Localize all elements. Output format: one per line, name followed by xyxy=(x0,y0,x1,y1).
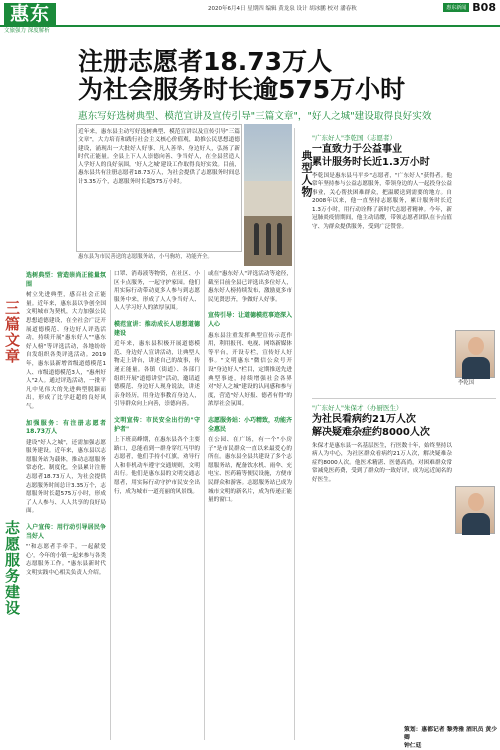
col3-body-2: 惠东县注重发挥典型宣传示范作用，利用报刊、电视、网络新媒体等平台，开设专栏，宣传好人好事。"文明惠东"微信公众号开设"身边好人"栏目，定期推送先进典型事迹，持续增强社会各界对"好人之城"建设的认同感和参与度，营造"好人好报、德者有得"的浓厚社会氛围。 xyxy=(208,332,292,408)
byline-line2: 钟仁廷 xyxy=(404,743,422,749)
byline-line1: 策划：惠都记者 黎秀雅 酒讯员 黄少卿 xyxy=(404,727,498,741)
col2-body: 口罩、消毒液等物资，在社区、小区卡点服务，一起守护家园。他们用实际行动带动更多人参与到志愿服务中来，形成了人人争当好人、人人学习好人的浓厚氛围。 xyxy=(114,271,200,312)
profile1-title-b: 累计服务时长近1.3万小时 xyxy=(312,156,430,168)
col3-heading: 宣传引导：让道德模范事迹深入人心 xyxy=(208,312,292,328)
profile2-body: 朱保才是惠东县一名基层医生，行医数十年，始终坚持以病人为中心，为社区群众看病约21万人次，解决疑难杂症约8000人次。他医术精湛、医德高尚，对困难群众常常减免医药费，受到了群众的一致好评，成为远近闻名的好医生。 xyxy=(312,442,452,483)
profile2-title-a: 为社民看病约21万人次 xyxy=(312,413,416,425)
col2-body-3: 上下班高峰期，在惠东县各个主要路口，总能看到一群身穿红马甲的志愿者，他们手持小红旗，劝导行人和非机动车遵守交通规则，文明出行。他们是惠东县的文明交通志愿者，用实际行动守护市民安全出行，成为城市一道亮丽的风景线。 xyxy=(114,437,200,495)
portrait-zhu xyxy=(455,486,495,534)
masthead xyxy=(4,3,66,33)
masthead-slogan: 文旅强力 深度解析 xyxy=(4,28,50,34)
profile1-title-a: 一直致力于公益事业 xyxy=(312,143,402,155)
col3-body: 或在"惠东好人"评选活动等途径，截至目前全县已评选出多位好人，惠东好人榜持续发布，激励更多市民见贤思齐，争做好人好事。 xyxy=(208,271,292,303)
byline xyxy=(404,726,500,750)
col3-body-3: 在公园、在广场，有一个"小房子"是市民群众一直以来最爱心的所在。惠东县全县共建设了多个志愿服务站，配备饮水机、雨伞、充电宝、医药箱等便民设施，方便市民群众和游客。志愿服务站已成为城市文明的新名片，成为传递正能量的窗口。 xyxy=(208,437,292,504)
column-2 xyxy=(114,270,200,740)
col1-body-2: 建设"好人之城"，还需加强志愿服务建设。近年来，惠东县以志愿服务站为载体，推动志愿服务常态化、制度化，全县累计注册志愿者18.73万人，为社会提供志愿服务时间总计3.35万个，志愿服务时长超575万小时，形成了人人参与、人人共享的良好局面。 xyxy=(26,439,106,515)
portrait-li-caption: 李乾国 xyxy=(458,380,475,386)
col1-body-3: "'和志愿者手牵手，一起献爱心'，今年的小镇一起来参与各类志愿服务工作。"惠东县新时代文明实践中心相关负责人介绍。 xyxy=(26,544,106,576)
col1-heading: 选树典型：营造崇尚正能量氛围 xyxy=(26,272,106,288)
header-rule xyxy=(0,25,500,27)
headline-line2: 为社会服务时长逾575万小时 xyxy=(78,75,406,104)
masthead-title: 惠东 xyxy=(4,3,56,25)
headline-line1: 注册志愿者18.73万人 xyxy=(78,47,333,76)
profile2-intro: "广东好人"朱保才（办厨医生） xyxy=(312,404,403,412)
station-photo xyxy=(244,124,292,266)
page-tag: 惠东新闻 xyxy=(443,3,469,12)
portrait-li xyxy=(455,330,495,378)
profile2-title-b: 解决疑难杂症约8000人次 xyxy=(312,426,430,438)
deck: 惠东写好选树典型、模范宣讲及宣传引导"三篇文章"，"好人之城"建设取得良好实效 xyxy=(78,111,432,122)
col2-heading: 模范宣讲：推动成长人思想道德建设 xyxy=(114,320,200,337)
col1-heading-3: 入户宣传：用行动引导居民争当好人 xyxy=(26,524,106,540)
right-section-label: 典型人物 xyxy=(300,150,313,198)
col1-heading-2: 加强服务：有注册志愿者18.73万人 xyxy=(26,419,106,436)
profile1-body: 李乾国是惠东县马平乡"志愿者，"广东好人"获得者。他常年坚持参与公益志愿服务，带领身边的人一起投身公益事业，关心帮扶困难群众，把温暖送到需要的地方。自2008年以来，他一直坚持志愿服务，累计服务时长近1.3万小时，用行动诠释了新时代志愿者精神。今年，新冠肺炎疫情期间，他主动请缨，带领志愿者团队在卡点值守、为群众提供服务，受到广泛赞誉。 xyxy=(312,172,452,230)
photo-caption: 惠东县为市民善送的志愿服务站，小马驹坊，功能齐全。 xyxy=(78,254,213,260)
col2-body-2: 近年来，惠东县积极开展道德模范、身边好人宣讲活动，让典型人物走上讲台，讲述自己的故事，传递正能量。各镇（街道）、各部门组织开展"道德讲堂"活动，邀请道德模范、身边好人现身说法，讲述亲身经历，用身边事教育身边人，引导群众向上向善，崇德向善。 xyxy=(114,341,200,408)
col3-heading-2: 志愿服务站：小巧精致，功能齐全惠民 xyxy=(208,416,292,433)
section-label-articles: 三篇文章 xyxy=(3,300,21,364)
column-3 xyxy=(208,270,292,740)
column-1 xyxy=(26,270,106,740)
col1-body: 树立先进典型，感召社会正能量。近年来，惠东县以争创全国文明城市为契机，大力加强公民思想道德建设，在全社会广泛开展道德模范、身边好人评选活动，持续开展"惠东好人""惠东好人榜"等评选活动，各地纷纷自发组织各类评选活动。2019年，惠东县新增省级道德模范1人、市级道德模范3人，"惠州好人"2人。通过评选活动，一批平凡中见伟大的先进典型脱颖而出，形成了比学赶超的良好风气。 xyxy=(26,292,106,410)
page-number-text: B08 xyxy=(472,1,496,14)
profile-2 xyxy=(312,404,496,722)
intro-text: 近年来，惠东县主动写好选树典型、模范宣讲以及宣传引导"三篇文章"，大力培育和践行社会主义核心价值观，助推公民思想道德建设，涌现出一大批好人好事、凡人善举、身边好人，弘扬了新时代正能量。全县上下人人崇德向善、争当好人，在全县营造人人学好人的良好氛围，'好人之城'建设工作取得良好实效。目前，惠东县共有注册志愿者18.73万人，为社会提供了志愿服务时间总计3.35万个，志愿服务时长超575万小时。 xyxy=(78,129,240,185)
profile1-intro: "广东好人"李乾国（志愿者） xyxy=(312,134,396,142)
col2-heading-3: 文明宣传：市民安全出行的"守护者" xyxy=(114,416,200,433)
dateline: 2020年6月4日 星期四 编辑 黄龙泉 设计 胡冰鹏 校对 潘春秋 xyxy=(208,6,357,12)
section-label-volunteer: 志愿服务建设 xyxy=(3,520,21,616)
page-number xyxy=(443,1,496,14)
